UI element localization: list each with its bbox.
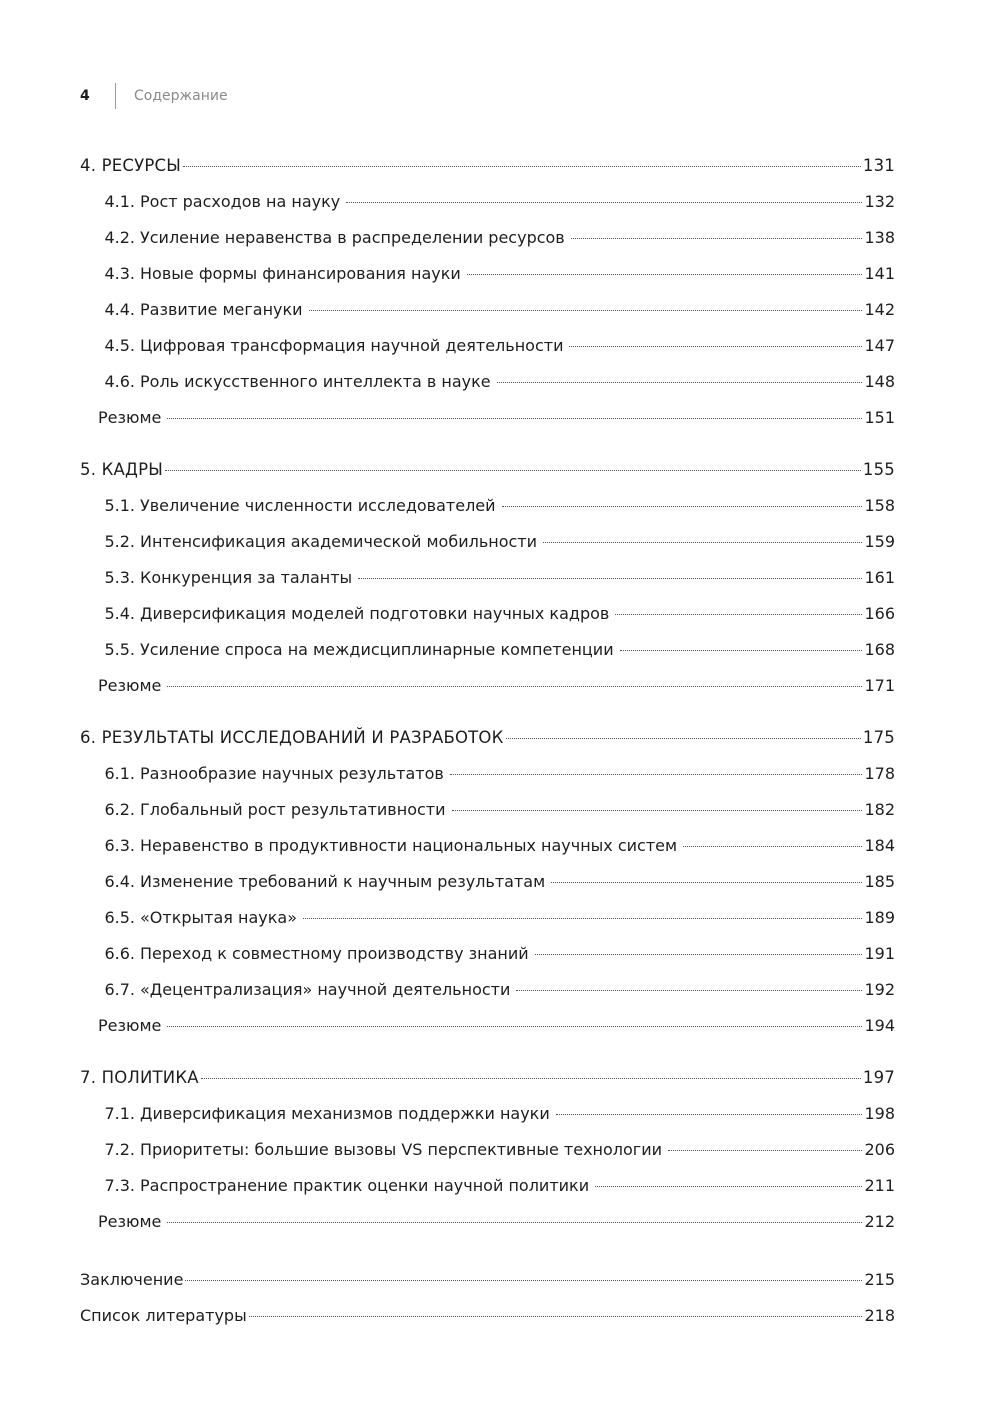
toc-item-title: Заключение <box>80 1270 184 1289</box>
toc-page-number: 131 <box>862 156 895 175</box>
toc-item-number: 6.7. <box>104 980 135 999</box>
dot-leader <box>467 274 863 275</box>
toc-subsection[interactable] <box>80 488 895 524</box>
dot-leader <box>167 418 862 419</box>
dot-leader <box>516 990 862 991</box>
toc-subsection[interactable] <box>80 792 895 828</box>
toc-item-title: «Децентрализация» научной деятельности <box>140 980 511 999</box>
toc-item-title: Рост расходов на науку <box>140 192 341 211</box>
toc-item-number: 5.1. <box>104 496 135 515</box>
toc-item-number: 6.5. <box>104 908 135 927</box>
toc-chapter[interactable] <box>80 720 895 756</box>
toc-item-number: 7.3. <box>104 1176 135 1195</box>
toc-item-number: 5.2. <box>104 532 135 551</box>
toc-subsection[interactable] <box>80 560 895 596</box>
toc-item-number: 4.2. <box>104 228 135 247</box>
toc-item-number: 6.1. <box>104 764 135 783</box>
toc-item-number: 4.6. <box>104 372 135 391</box>
toc-page-number: 132 <box>864 192 895 211</box>
toc-subsection[interactable] <box>80 756 895 792</box>
dot-leader <box>595 1186 862 1187</box>
toc-subsection[interactable] <box>80 256 895 292</box>
dot-leader <box>358 578 862 579</box>
toc-item-title: Диверсификация моделей подготовки научных кадров <box>140 604 610 623</box>
toc-page-number: 211 <box>864 1176 895 1195</box>
dot-leader <box>502 506 863 507</box>
toc-page-number: 206 <box>864 1140 895 1159</box>
toc-chapter[interactable] <box>80 1060 895 1096</box>
toc-item-title: Резюме <box>98 1016 162 1035</box>
toc-item-title: Роль искусственного интеллекта в науке <box>140 372 491 391</box>
toc-page-number: 218 <box>864 1306 895 1325</box>
dot-leader <box>543 542 862 543</box>
toc-subsection[interactable] <box>80 328 895 364</box>
toc-page-number: 166 <box>864 604 895 623</box>
toc-item-title: Резюме <box>98 676 162 695</box>
header-divider <box>115 83 116 109</box>
toc-item-title: 4. РЕСУРСЫ <box>80 156 181 175</box>
toc-page-number: 198 <box>864 1104 895 1123</box>
toc-page-number: 197 <box>862 1068 895 1087</box>
toc-item-title: Интенсификация академической мобильности <box>140 532 538 551</box>
toc-item-number: 5.5. <box>104 640 135 659</box>
toc-page-number: 168 <box>864 640 895 659</box>
dot-leader <box>497 382 863 383</box>
dot-leader <box>346 202 862 203</box>
toc-page-number: 184 <box>864 836 895 855</box>
toc-page-number: 178 <box>864 764 895 783</box>
toc-chapter[interactable] <box>80 452 895 488</box>
toc-chapter[interactable] <box>80 148 895 184</box>
toc-item-title: Изменение требований к научным результатам <box>140 872 546 891</box>
toc-page-number: 147 <box>864 336 895 355</box>
toc-item-title: Переход к совместному производству знаний <box>140 944 529 963</box>
toc-item-number: 4.1. <box>104 192 135 211</box>
toc-page-number: 148 <box>864 372 895 391</box>
dot-leader <box>450 774 863 775</box>
toc-page-number: 159 <box>864 532 895 551</box>
page-header <box>80 82 228 110</box>
toc-item-title: «Открытая наука» <box>140 908 297 927</box>
toc-item-number: 4.3. <box>104 264 135 283</box>
toc-subsection[interactable] <box>80 1132 895 1168</box>
toc-subsection[interactable] <box>80 292 895 328</box>
toc-subsection[interactable] <box>80 596 895 632</box>
toc-item-title: Разнообразие научных результатов <box>140 764 444 783</box>
toc-item-title: Увеличение численности исследователей <box>140 496 496 515</box>
dot-leader <box>506 738 861 739</box>
toc-page-number: 194 <box>864 1016 895 1035</box>
toc-page-number: 142 <box>864 300 895 319</box>
toc-item-title: Усиление спроса на междисциплинарные компетенции <box>140 640 614 659</box>
toc-page-number: 185 <box>864 872 895 891</box>
toc-subsection[interactable] <box>80 936 895 972</box>
toc-resume[interactable] <box>80 1008 895 1044</box>
dot-leader <box>683 846 862 847</box>
dot-leader <box>185 1280 862 1281</box>
toc-subsection[interactable] <box>80 828 895 864</box>
dot-leader <box>571 238 863 239</box>
dot-leader <box>167 1222 862 1223</box>
spacer <box>80 1240 895 1262</box>
toc-item-title: Глобальный рост результативности <box>140 800 446 819</box>
dot-leader <box>615 614 862 615</box>
dot-leader <box>452 810 863 811</box>
dot-leader <box>556 1114 863 1115</box>
dot-leader <box>535 954 863 955</box>
toc-subsection[interactable] <box>80 184 895 220</box>
toc-item-title: Усиление неравенства в распределении ресурсов <box>140 228 565 247</box>
toc-item-title: Список литературы <box>80 1306 247 1325</box>
toc-item-title: 6. РЕЗУЛЬТАТЫ ИССЛЕДОВАНИЙ И РАЗРАБОТОК <box>80 728 504 747</box>
toc-page-number: 212 <box>864 1212 895 1231</box>
toc-subsection[interactable] <box>80 632 895 668</box>
toc-page-number: 141 <box>864 264 895 283</box>
dot-leader <box>569 346 862 347</box>
dot-leader <box>620 650 863 651</box>
toc-item-title: Конкуренция за таланты <box>140 568 353 587</box>
toc-page-number: 171 <box>864 676 895 695</box>
toc-end-matter[interactable] <box>80 1298 895 1334</box>
toc-subsection[interactable] <box>80 1168 895 1204</box>
dot-leader <box>551 882 862 883</box>
dot-leader <box>201 1078 861 1079</box>
toc-item-number: 5.3. <box>104 568 135 587</box>
toc-item-number: 6.6. <box>104 944 135 963</box>
toc-subsection[interactable] <box>80 864 895 900</box>
toc-resume[interactable] <box>80 1204 895 1240</box>
toc-subsection[interactable] <box>80 972 895 1008</box>
toc-page-number: 215 <box>864 1270 895 1289</box>
toc-item-title: Резюме <box>98 1212 162 1231</box>
dot-leader <box>167 686 862 687</box>
toc-page-number: 138 <box>864 228 895 247</box>
toc-end-matter[interactable] <box>80 1262 895 1298</box>
toc-item-number: 7.1. <box>104 1104 135 1123</box>
page-number: 4 <box>80 88 90 104</box>
toc-page-number: 175 <box>862 728 895 747</box>
dot-leader <box>183 166 861 167</box>
toc-item-number: 4.5. <box>104 336 135 355</box>
toc-item-title: Цифровая трансформация научной деятельности <box>140 336 564 355</box>
toc-page-number: 192 <box>864 980 895 999</box>
table-of-contents <box>80 148 895 1334</box>
toc-item-number: 5.4. <box>104 604 135 623</box>
dot-leader <box>668 1150 862 1151</box>
toc-item-number: 7.2. <box>104 1140 135 1159</box>
toc-item-number: 6.2. <box>104 800 135 819</box>
spacer <box>80 704 895 720</box>
toc-page-number: 161 <box>864 568 895 587</box>
spacer <box>80 1044 895 1060</box>
toc-item-title: Резюме <box>98 408 162 427</box>
toc-resume[interactable] <box>80 668 895 704</box>
toc-page-number: 189 <box>864 908 895 927</box>
dot-leader <box>249 1316 863 1317</box>
toc-page-number: 151 <box>864 408 895 427</box>
spacer <box>80 436 895 452</box>
toc-item-title: Развитие мегануки <box>140 300 303 319</box>
dot-leader <box>309 310 863 311</box>
toc-subsection[interactable] <box>80 364 895 400</box>
section-title: Содержание <box>134 88 228 104</box>
toc-item-title: Неравенство в продуктивности национальных научных систем <box>140 836 678 855</box>
dot-leader <box>303 918 862 919</box>
toc-item-number: 6.4. <box>104 872 135 891</box>
toc-subsection[interactable] <box>80 1096 895 1132</box>
toc-item-title: Диверсификация механизмов поддержки науки <box>140 1104 550 1123</box>
toc-subsection[interactable] <box>80 900 895 936</box>
toc-page-number: 191 <box>864 944 895 963</box>
toc-item-title: 5. КАДРЫ <box>80 460 163 479</box>
toc-item-title: Новые формы финансирования науки <box>140 264 461 283</box>
dot-leader <box>165 470 861 471</box>
toc-item-title: 7. ПОЛИТИКА <box>80 1068 199 1087</box>
toc-page-number: 182 <box>864 800 895 819</box>
dot-leader <box>167 1026 862 1027</box>
toc-page-number: 158 <box>864 496 895 515</box>
toc-item-number: 4.4. <box>104 300 135 319</box>
toc-item-number: 6.3. <box>104 836 135 855</box>
toc-item-title: Распространение практик оценки научной политики <box>140 1176 590 1195</box>
toc-page-number: 155 <box>862 460 895 479</box>
toc-subsection[interactable] <box>80 524 895 560</box>
toc-resume[interactable] <box>80 400 895 436</box>
toc-item-title: Приоритеты: большие вызовы VS перспективные технологии <box>140 1140 662 1159</box>
toc-subsection[interactable] <box>80 220 895 256</box>
